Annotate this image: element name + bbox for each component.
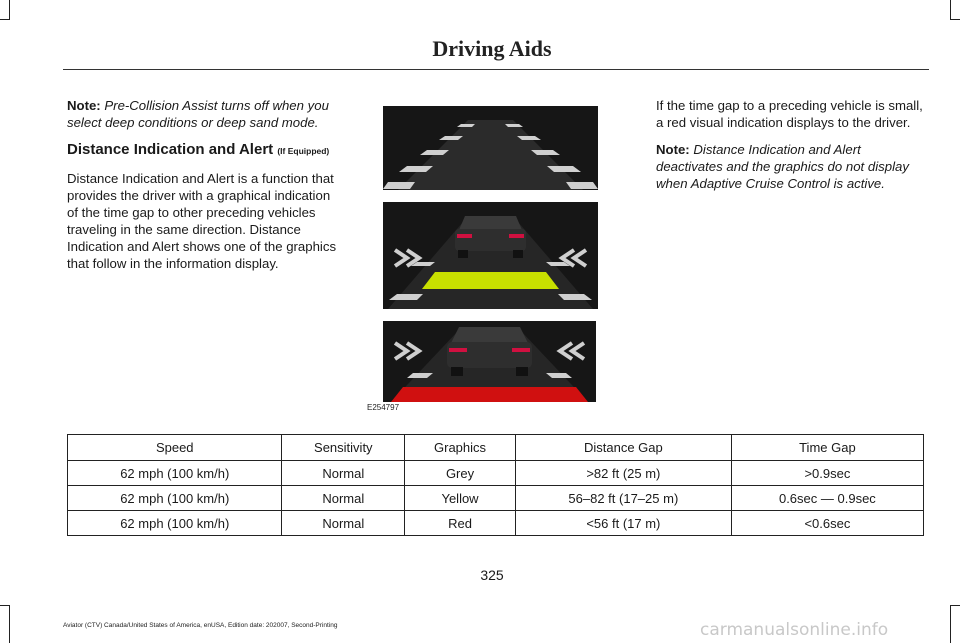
section-qualifier: (If Equipped) [277,146,330,156]
note-paragraph [67,97,339,131]
crop-mark-bottom-right-v [950,605,951,643]
crop-mark-bottom-right-h [950,605,960,606]
car-graphic-red [383,321,596,402]
page-number: 325 [480,567,504,583]
table-cell: Normal [282,486,405,511]
table-header-cell: Graphics [405,435,516,461]
crop-mark-top-right-v [950,0,951,20]
crop-mark-top-left-h [0,19,10,20]
section-heading [67,141,339,160]
table-cell: >0.9sec [731,461,923,486]
footer-edition: Aviator (CTV) Canada/United States of America, enUSA, Edition date: 202007, Second-Printing [63,622,338,629]
body-paragraph: If the time gap to a preceding vehicle is small, a red visual indication displays to the driver. [656,98,923,130]
section-title: Distance Indication and Alert [67,141,274,158]
crop-mark-top-right-h [950,19,960,20]
table-cell: Normal [282,511,405,536]
watermark[interactable]: carmanualsonline.info [700,620,889,640]
table-header-cell: Time Gap [731,435,923,461]
crop-mark-bottom-left-h [0,605,10,606]
note-label: Note: [67,98,101,113]
figure-code: E254797 [367,403,400,412]
crop-mark-top-left-v [9,0,10,20]
table-cell: 62 mph (100 km/h) [68,486,282,511]
header-divider [63,69,929,70]
table-cell: Red [405,511,516,536]
note-text: Distance Indication and Alert deactivates and the graphics do not display when Adaptive Cruise Control is active. [656,142,909,191]
table-cell: >82 ft (25 m) [515,461,731,486]
table-cell: Yellow [405,486,516,511]
table-row [68,511,924,536]
table-cell: <0.6sec [731,511,923,536]
graphic-panel-grey [383,106,598,190]
note-paragraph [656,141,928,192]
note-label: Note: [656,142,690,157]
right-column [656,97,928,202]
table-row [68,461,924,486]
car-graphic-yellow [383,202,598,309]
table-header-cell: Speed [68,435,282,461]
graphic-panel-yellow [383,202,598,309]
table-row [68,486,924,511]
table-cell: 56–82 ft (17–25 m) [515,486,731,511]
note-text: Pre-Collision Assist turns off when you select deep conditions or deep sand mode. [67,98,329,130]
table-cell: 62 mph (100 km/h) [68,511,282,536]
table-cell: <56 ft (17 m) [515,511,731,536]
table-cell: 62 mph (100 km/h) [68,461,282,486]
table-cell: Grey [405,461,516,486]
crop-mark-bottom-left-v [9,605,10,643]
page-title: Driving Aids [432,36,552,61]
road-graphic-grey [383,106,598,190]
table-header-row [68,435,924,461]
left-column [67,97,339,282]
table-header-cell: Distance Gap [515,435,731,461]
table-cell: Normal [282,461,405,486]
body-paragraph: Distance Indication and Alert is a function that provides the driver with a graphical indication of the time gap to other preceding vehicles traveling in the same direction. Distance Indication and Alert shows one of the graphics that follow in the information display. [67,171,337,271]
table-cell: 0.6sec — 0.9sec [731,486,923,511]
table-header-cell: Sensitivity [282,435,405,461]
distance-alert-table [67,434,924,536]
graphic-panel-red [383,321,596,402]
